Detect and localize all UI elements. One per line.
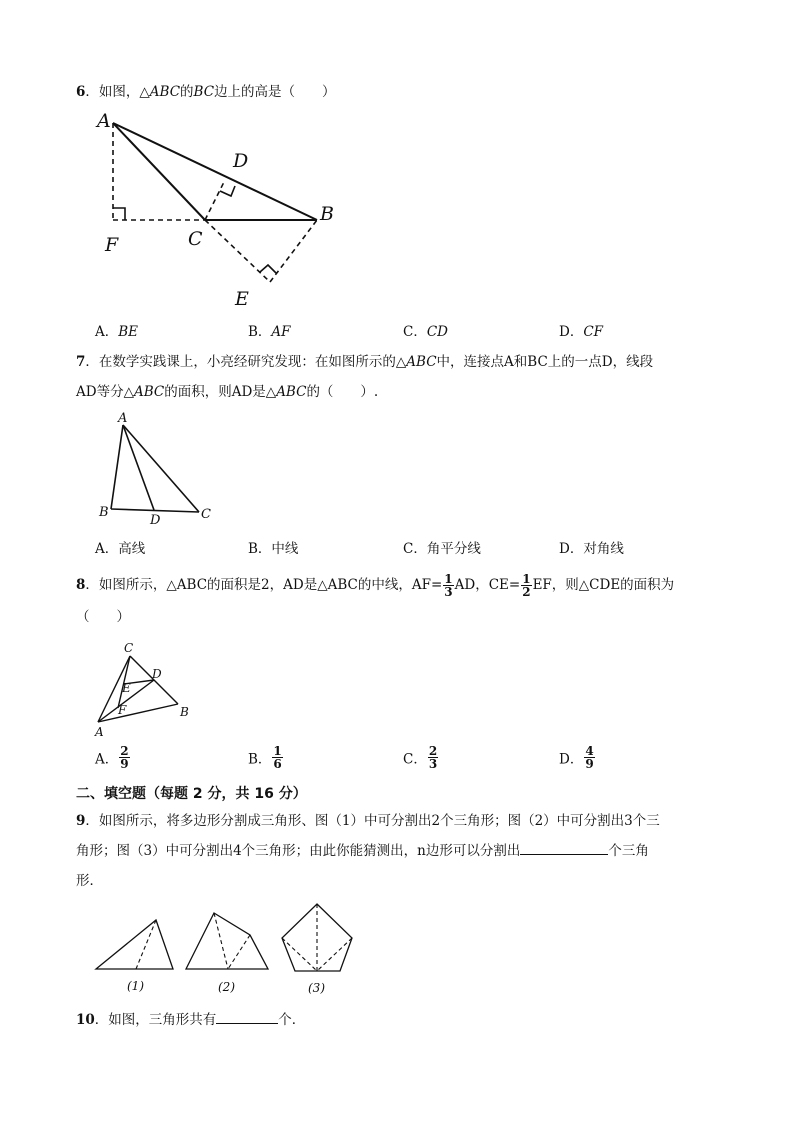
diagonal-2b	[228, 935, 250, 969]
fraction-ce: $\frac{1}{2}$	[522, 572, 531, 599]
option-c[interactable]: C．CD	[403, 324, 448, 340]
option-d[interactable]: D． $\frac{4}{9}$	[559, 744, 594, 771]
label-d: D	[152, 667, 162, 681]
label-a: A	[97, 110, 111, 132]
segment-ab	[111, 425, 123, 509]
option-b[interactable]: B．中线	[248, 541, 299, 557]
figure-q9	[92, 900, 362, 1000]
figure-q8	[90, 638, 210, 740]
answer-blank-q10[interactable]	[216, 1007, 278, 1024]
option-a[interactable]: A． $\frac{2}{9}$	[95, 744, 129, 771]
height-cd	[205, 180, 225, 220]
label-c: C	[188, 228, 203, 250]
option-a[interactable]: A．高线	[95, 541, 146, 557]
option-a[interactable]: A．BE	[95, 324, 139, 340]
height-be	[270, 220, 317, 282]
label-b: B	[180, 705, 189, 719]
section-title: 二、填空题（每题 2 分，共 16 分）	[76, 786, 307, 802]
label-c: C	[124, 641, 134, 655]
question-8: 8．如图所示，△ABC的面积是2，AD是△ABC的中线，AF= $\frac{1}{3}$ AD，CE= $\frac{1}{2}$ EF，则△CDE的面积为 （ ）	[76, 572, 675, 625]
option-b[interactable]: B．AF	[248, 324, 291, 340]
question-9: 9．如图所示，将多边形分割成三角形、图（1）中可分割出2个三角形；图（2）中可分割出3个三 角形；图（3）中可分割出4个三角形；由此你能猜测出，n边形可以分割出 个三角 形．	[76, 813, 660, 889]
option-c[interactable]: C．角平分线	[403, 541, 481, 557]
question-number: 7	[76, 354, 86, 370]
caption-2: (2)	[218, 980, 235, 994]
extension-ce	[205, 220, 270, 282]
question-7: 7．在数学实践课上，小亮经研究发现：在如图所示的△ABC中，连接点A和BC上的一点D，线段 AD等分△ABC的面积，则AD是△ABC的（ ）.	[76, 354, 654, 400]
question-number: 8	[76, 577, 86, 593]
polygon-1	[96, 920, 173, 969]
right-angle-d	[220, 186, 235, 196]
options-q7	[95, 537, 735, 561]
label-d: D	[150, 513, 161, 528]
label-f: F	[105, 234, 119, 256]
question-number: 9	[76, 813, 86, 829]
fraction-af: $\frac{1}{3}$	[444, 572, 453, 599]
label-e: E	[235, 288, 249, 310]
options-q6	[95, 320, 735, 344]
figure-q6	[95, 105, 355, 310]
diagonal-3b	[282, 938, 317, 971]
right-angle-f	[113, 208, 125, 220]
label-a: A	[118, 411, 128, 426]
label-d: D	[233, 150, 249, 172]
option-c[interactable]: C． $\frac{2}{3}$	[403, 744, 438, 771]
label-a: A	[95, 725, 104, 739]
question-number: 6	[76, 84, 86, 100]
segment-bc	[111, 509, 199, 512]
label-e: E	[122, 681, 131, 695]
figure-q7	[95, 410, 225, 530]
option-b[interactable]: B． $\frac{1}{6}$	[248, 744, 282, 771]
segment-ad	[123, 425, 154, 510]
right-angle-e	[260, 265, 276, 273]
label-b: B	[99, 505, 109, 520]
question-10: 10．如图，三角形共有 个．	[76, 1005, 726, 1035]
caption-3: (3)	[308, 981, 325, 995]
option-d[interactable]: D．CF	[559, 324, 604, 340]
answer-blank-q9[interactable]	[520, 838, 608, 855]
segment-ac	[113, 123, 205, 220]
question-text: ．如图，	[85, 84, 140, 100]
label-c: C	[201, 507, 211, 522]
option-d[interactable]: D．对角线	[559, 541, 624, 557]
segment-ac	[123, 425, 199, 512]
question-number: 10	[76, 1012, 95, 1028]
segment-ab	[113, 123, 317, 220]
options-q8	[95, 745, 735, 779]
caption-1: (1)	[127, 979, 144, 993]
question-6: 6．如图，△ABC的BC边上的高是（ ）	[76, 84, 336, 100]
label-f: F	[118, 703, 127, 717]
diagonal-3c	[317, 938, 352, 971]
diagonal-2a	[214, 913, 228, 969]
label-b: B	[320, 203, 334, 225]
polygon-2	[186, 913, 268, 969]
